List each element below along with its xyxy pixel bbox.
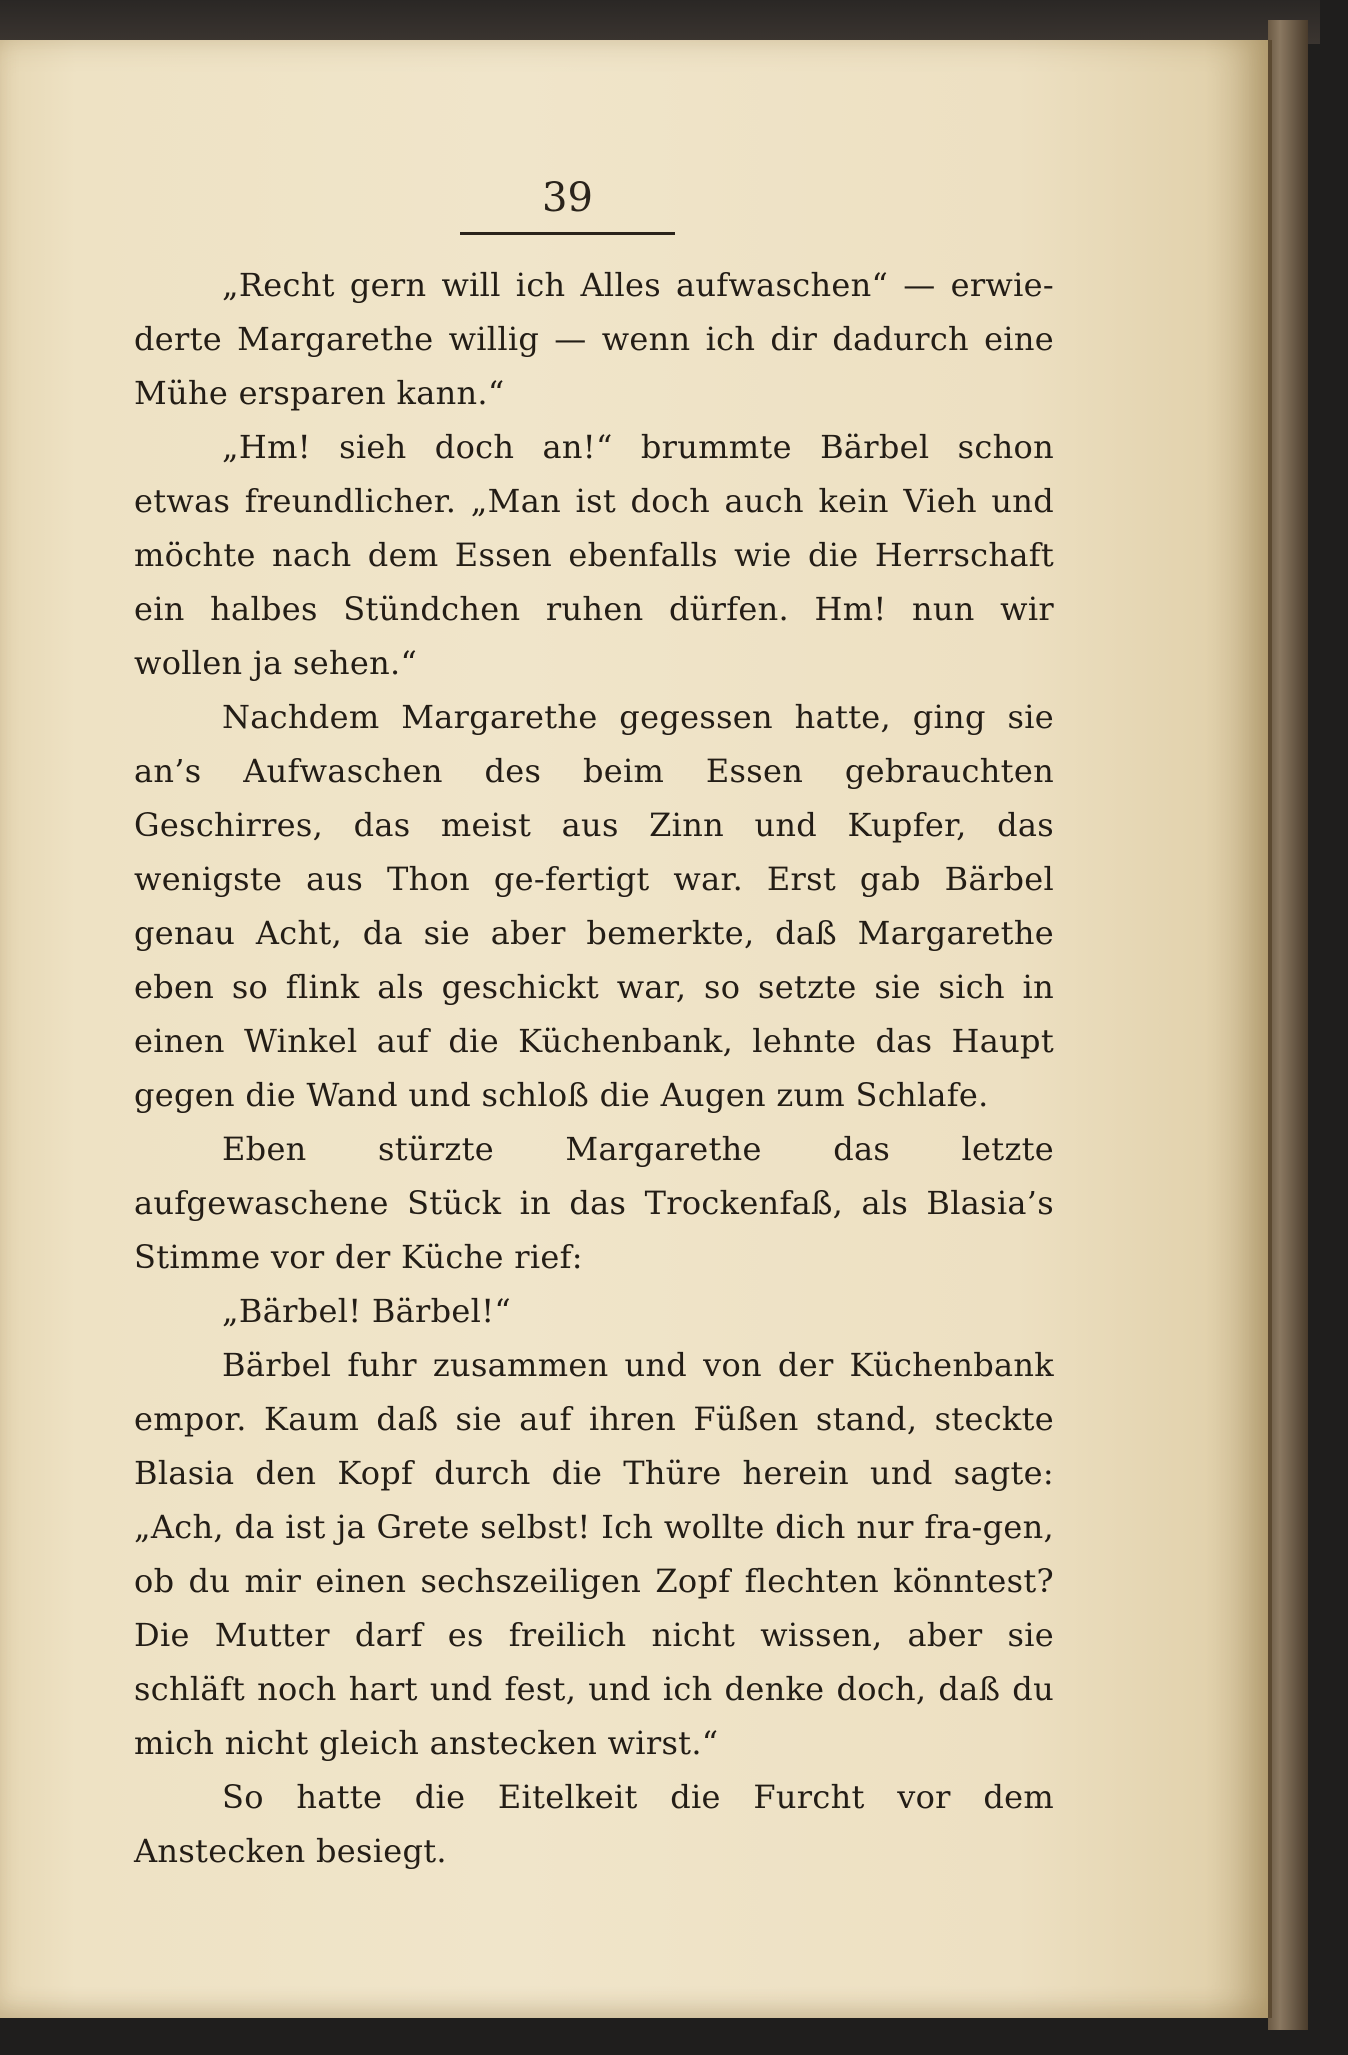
paragraph: So hatte die Eitelkeit die Furcht vor dem Anstecken besiegt.: [134, 1778, 1054, 1870]
book-cover-top: [0, 0, 1320, 44]
page-header: [460, 175, 675, 235]
paragraph: Bärbel fuhr zusammen und von der Küchenbank empor. Kaum daß sie auf ihren Füßen stand, steckte Blasia den Kopf durch die Thüre herein und sagte: „Ach, da ist ja Grete selbst! Ich wollte dich nur fra-gen, ob du mir einen sechszeiligen Zopf flechten könntest? Die Mutter darf es freilich nicht wissen, aber sie schläft noch hart und fest, und ich denke doch, daß du mich nicht gleich anstecken wirst.“: [134, 1346, 1054, 1762]
body-text: [134, 258, 1054, 1878]
paragraph: Eben stürzte Margarethe das letzte aufgewaschene Stück in das Trockenfaß, als Blasia’s Stimme vor der Küche rief:: [134, 1130, 1054, 1276]
paragraph: „Hm! sieh doch an!“ brummte Bärbel schon etwas freundlicher. „Man ist doch auch kein Vieh und möchte nach dem Essen ebenfalls wie die Herrschaft ein halbes Stündchen ruhen dürfen. Hm! nun wir wollen ja sehen.“: [134, 428, 1054, 682]
paragraph: „Bärbel! Bärbel!“: [222, 1292, 512, 1330]
book-page-edge: [1268, 20, 1308, 2030]
page-number: 39: [542, 175, 593, 221]
page-sheet: [0, 40, 1272, 2018]
paragraph: Nachdem Margarethe gegessen hatte, ging sie an’s Aufwaschen des beim Essen gebrauchten Geschirres, das meist aus Zinn und Kupfer, das wenigste aus Thon ge-fertigt war. Erst gab Bärbel genau Acht, da sie aber bemerkte, daß Margarethe eben so flink als geschickt war, so setzte sie sich in einen Winkel auf die Küchenbank, lehnte das Haupt gegen die Wand und schloß die Augen zum Schlafe.: [134, 698, 1054, 1114]
header-rule: [460, 232, 675, 235]
paragraph: „Recht gern will ich Alles aufwaschen“ — erwie-derte Margarethe willig — wenn ich dir dadurch eine Mühe ersparen kann.“: [134, 266, 1054, 412]
